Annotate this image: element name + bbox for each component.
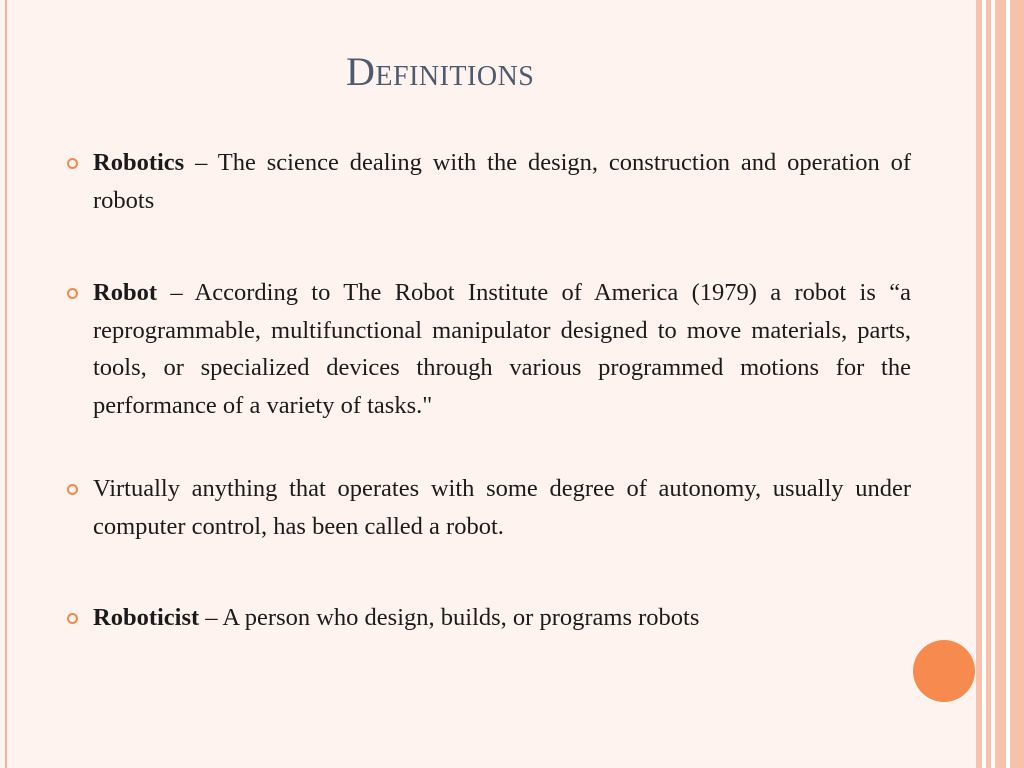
slide-title: Definitions <box>346 49 535 94</box>
bullet-text: – According to The Robot Institute of America (1979) a robot is “a reprogrammable, multifunctional manipulator designed to move materials, parts, tools, or specialized devices through various programmed motions for the performance of a variety of tasks." <box>93 279 911 419</box>
right-stripe <box>1010 0 1024 768</box>
right-stripe <box>995 0 1006 768</box>
bullet-icon <box>67 158 78 169</box>
bullet-text: – The science dealing with the design, construction and operation of robots <box>93 149 911 214</box>
bullet-icon <box>67 613 78 624</box>
bullet-item <box>93 274 911 424</box>
bullet-text: – A person who design, builds, or programs robots <box>199 604 700 631</box>
bullet-icon <box>67 288 78 299</box>
orange-circle-decoration <box>913 640 975 702</box>
bullet-item <box>93 599 911 637</box>
right-stripe <box>976 0 982 768</box>
bullet-term: Robot <box>93 279 157 306</box>
right-stripe <box>986 0 991 768</box>
bullet-term: Roboticist <box>93 604 200 631</box>
bullet-item <box>93 470 911 545</box>
bullet-icon <box>67 484 78 495</box>
bullet-item <box>93 144 911 219</box>
bullet-term: Robotics <box>93 149 185 176</box>
bullet-text: Virtually anything that operates with some degree of autonomy, usually under computer control, has been called a robot. <box>93 475 911 540</box>
